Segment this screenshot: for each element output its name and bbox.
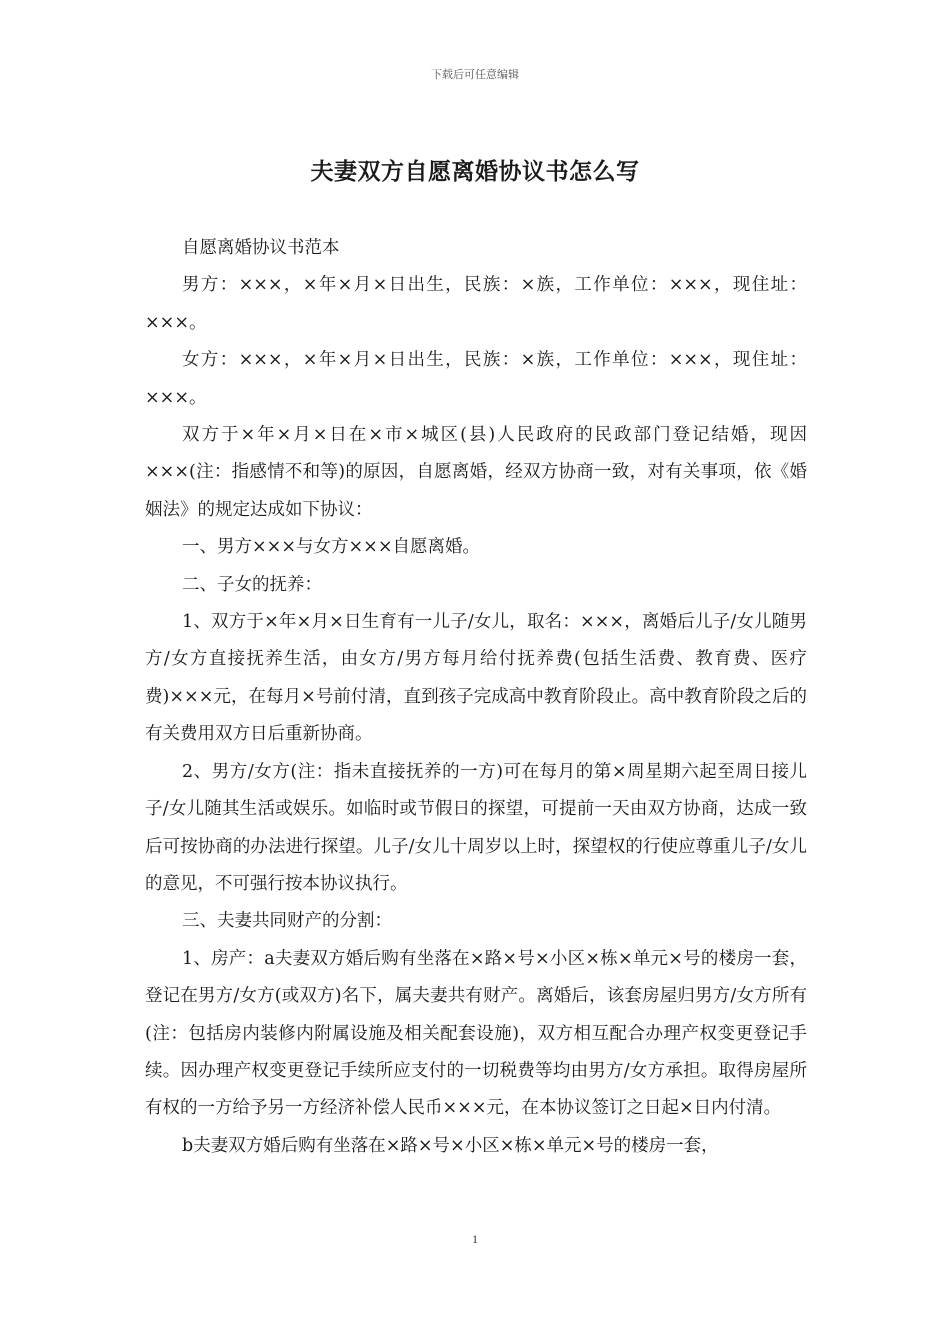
paragraph: 二、子女的抚养： (182, 574, 322, 595)
paragraph: 自愿离婚协议书范本 (182, 238, 340, 258)
paragraph: b夫妻双方婚后购有坐落在×路×号×小区×栋×单元×号的楼房一套， (182, 1135, 719, 1156)
document-body (145, 230, 807, 1165)
paragraph: 三、夫妻共同财产的分割： (182, 911, 392, 932)
page-number: 1 (472, 1232, 478, 1246)
paragraph: 2、男方/女方(注：指未直接抚养的一方)可在每月的第×周星期六起至周日接儿子/女儿随其生活或娱乐。如临时或节假日的探望，可提前一天由双方协商，达成一致后可按协商的办法进行探望。儿子/女儿十周岁以上时，探望权的行使应尊重儿子/女儿的意见，不可强行按本协议执行。 (145, 761, 807, 894)
paragraph: 女方：×××，×年×月×日出生，民族：×族，工作单位：×××，现住址：×××。 (145, 350, 807, 408)
document-title: 夫妻双方自愿离婚协议书怎么写 (310, 159, 640, 185)
paragraph: 1、双方于×年×月×日生育有一儿子/女儿，取名：×××，离婚后儿子/女儿随男方/女方直接抚养生活，由女方/男方每月给付抚养费(包括生活费、教育费、医疗费)×××元，在每月×号前付清，直到孩子完成高中教育阶段止。高中教育阶段之后的有关费用双方日后重新协商。 (145, 612, 807, 745)
paragraph: 男方：×××，×年×月×日出生，民族：×族，工作单位：×××，现住址：×××。 (145, 275, 807, 333)
paragraph: 双方于×年×月×日在×市×城区(县)人民政府的民政部门登记结婚，现因×××(注：指感情不和等)的原因，自愿离婚，经双方协商一致，对有关事项，依《婚姻法》的规定达成如下协议： (145, 425, 807, 520)
paragraph: 1、房产：a夫妻双方婚后购有坐落在×路×号×小区×栋×单元×号的楼房一套，登记在男方/女方(或双方)名下，属夫妻共有财产。离婚后，该套房屋归男方/女方所有(注：包括房内装修内附属设施及相关配套设施)，双方相互配合办理产权变更登记手续。因办理产权变更登记手续所应支付的一切税费等均由男方/女方承担。取得房屋所有权的一方给予另一方经济补偿人民币×××元，在本协议签订之日起×日内付清。 (145, 948, 807, 1119)
page-header: 下载后可任意编辑 (431, 68, 519, 81)
paragraph: 一、男方×××与女方×××自愿离婚。 (182, 537, 480, 558)
